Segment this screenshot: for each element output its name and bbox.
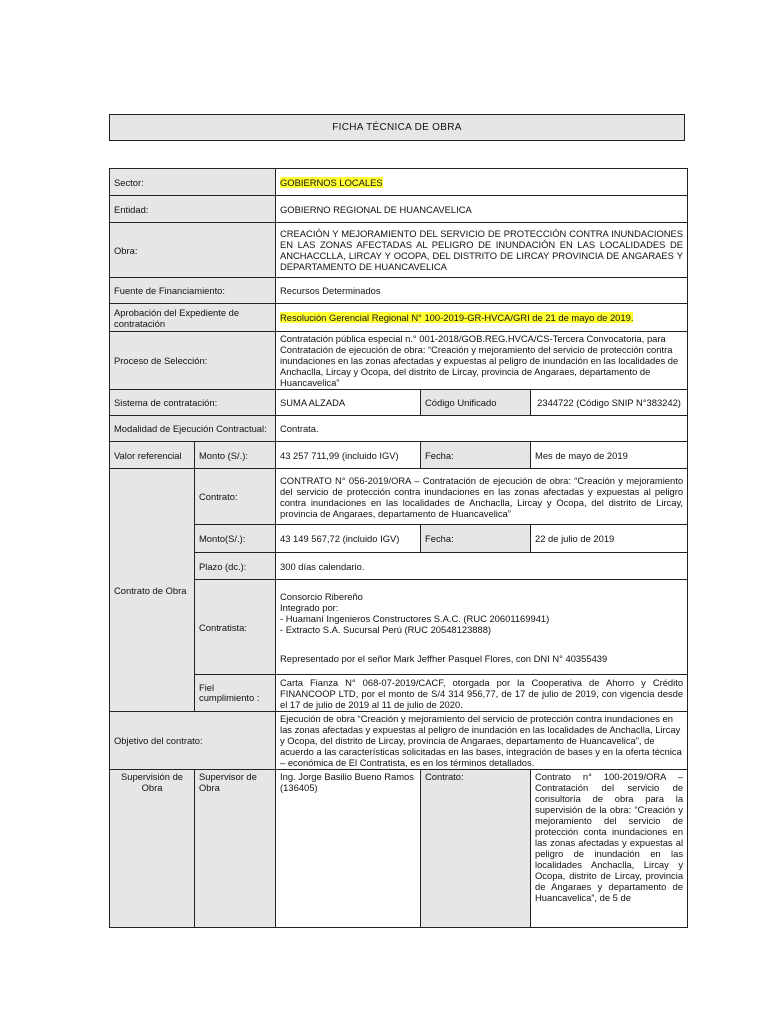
- sector-label: Sector:: [110, 169, 276, 196]
- entidad-label: Entidad:: [110, 196, 276, 223]
- contrato-label: Contrato:: [195, 469, 276, 525]
- fiel-label: Fiel cumplimiento :: [195, 675, 276, 712]
- plazo-value: 300 días calendario.: [276, 553, 688, 580]
- proceso-label: Proceso de Selección:: [110, 332, 276, 390]
- row-contratista: [110, 580, 688, 675]
- supervisor-value: Ing. Jorge Basilio Bueno Ramos (136405): [276, 770, 421, 928]
- contrato-fecha-label: Fecha:: [421, 525, 531, 553]
- valor-fecha-label: Fecha:: [421, 442, 531, 469]
- contratista-line: Consorcio Ribereño: [280, 590, 363, 602]
- supervision-label: Supervisión de Obra: [110, 770, 195, 928]
- row-sector: [110, 169, 688, 196]
- row-fiel-cumplimiento: [110, 675, 688, 712]
- contrato-monto-value: 43 149 567,72 (incluido IGV): [276, 525, 421, 553]
- contrato-monto-label: Monto(S/.):: [195, 525, 276, 553]
- row-aprobacion: [110, 304, 688, 332]
- valor-label: Valor referencial: [110, 442, 195, 469]
- sector-value: GOBIERNOS LOCALES: [280, 176, 383, 188]
- row-contrato: [110, 469, 688, 525]
- modalidad-value: Contrata.: [276, 416, 688, 442]
- proceso-value: Contratación pública especial n.° 001-2018/GOB.REG.HVCA/CS-Tercera Convocatoria, para Contratación de ejecución de obra: “Creación y mejoramiento del servicio de protección contra inundaciones en las zonas afectadas y expuestas al peligro de inundación en las localidades de Anchaclla, Lircay y Ocopa, del distrito de Lircay, provincia de Angaraes, departamento de Huancavelica”: [276, 332, 688, 390]
- supervision-contrato-value: Contrato n° 100-2019/ORA – Contratación del servicio de consultoría de obra para la supervisión de la obra: “Creación y mejoramiento del servicio de protección conta inundaciones en las zonas afectadas y expuestas al peligro de inundación en las localidades Anchaclla, Lircay y Ocopa, distrito de Lircay, provincia de Angaraes y departamento de Huancavelica”, de 5 de: [531, 770, 688, 928]
- valor-monto-value: 43 257 711,99 (incluido IGV): [276, 442, 421, 469]
- sistema-value: SUMA ALZADA: [276, 390, 421, 416]
- aprobacion-value-cell: [276, 304, 688, 332]
- contratista-line: - Extracto S.A. Sucursal Perú (RUC 20548123888): [280, 623, 492, 635]
- contrato-fecha-value: 22 de julio de 2019: [531, 525, 688, 553]
- fiel-value: Carta Fianza N° 068-07-2019/CACF, otorgada por la Cooperativa de Ahorro y Crédito FINANCOOP LTD, por el monto de S/4 314 956,77, de 17 de julio de 2019, con vigencia desde el 17 de julio de 2019 al 11 de julio de 2020.: [276, 675, 688, 712]
- valor-fecha-value: Mes de mayo de 2019: [531, 442, 688, 469]
- entidad-value: GOBIERNO REGIONAL DE HUANCAVELICA: [276, 196, 688, 223]
- obra-label: Obra:: [110, 223, 276, 278]
- aprobacion-label: Aprobación del Expediente de contratación: [110, 304, 276, 332]
- document-title: FICHA TÉCNICA DE OBRA: [109, 114, 685, 141]
- row-contrato-monto: [110, 525, 688, 553]
- supervisor-label: Supervisor de Obra: [195, 770, 276, 928]
- codigo-label: Código Unificado: [421, 390, 531, 416]
- fuente-value: Recursos Determinados: [276, 278, 688, 304]
- row-obra: [110, 223, 688, 278]
- row-fuente: [110, 278, 688, 304]
- contratista-line: - Huamaní Ingenieros Constructores S.A.C. (RUC 20601169941): [280, 612, 550, 624]
- objetivo-value: Ejecución de obra “Creación y mejoramiento del servicio de protección contra inundaciones en las zonas afectadas y expuestas al peligro de inundación en las localidades de Anchaclla, Lircay y Ocopa, del distrito de Lircay, provincia de Angaraes, departamento de Huancavelica”, de acuerdo a las características solicitadas en las bases, integración de bases y en la oferta técnica – económica de El Contratista, es en los términos detallados.: [276, 712, 688, 770]
- row-sistema: [110, 390, 688, 416]
- row-entidad: [110, 196, 688, 223]
- plazo-label: Plazo (dc.):: [195, 553, 276, 580]
- contrato-value: CONTRATO N° 056-2019/ORA – Contratación de ejecución de obra: “Creación y mejoramiento del servicio de protección contra inundaciones en las zonas afectadas y expuestas al peligro contra inundaciones en las localidades de Anchaclla, Lircay y Ocopa, del distrito de Lircay, provincia de Angaraes, departamento de Huancavelica”: [276, 469, 688, 525]
- row-objetivo: [110, 712, 688, 770]
- contrato-obra-label: Contrato de Obra: [110, 469, 195, 712]
- contratista-value: [276, 580, 688, 675]
- objetivo-label: Objetivo del contrato:: [110, 712, 276, 770]
- row-supervision: [110, 770, 688, 928]
- row-plazo: [110, 553, 688, 580]
- modalidad-label: Modalidad de Ejecución Contractual:: [110, 416, 276, 442]
- row-modalidad: [110, 416, 688, 442]
- fuente-label: Fuente de Financiamiento:: [110, 278, 276, 304]
- codigo-value: 2344722 (Código SNIP N°383242): [531, 390, 688, 416]
- contratista-representado: Representado por el señor Mark Jeffher Pasquel Flores, con DNI N° 40355439: [280, 652, 608, 664]
- row-proceso: [110, 332, 688, 390]
- contratista-line: Integrado por:: [280, 601, 339, 613]
- sector-value-cell: [276, 169, 688, 196]
- aprobacion-value: Resolución Gerencial Regional N° 100-2019-GR-HVCA/GRI de 21 de mayo de 2019.: [280, 312, 634, 323]
- row-valor-referencial: [110, 442, 688, 469]
- ficha-tecnica-table: [109, 168, 688, 928]
- valor-monto-label: Monto (S/.):: [195, 442, 276, 469]
- contratista-label: Contratista:: [195, 580, 276, 675]
- obra-value: CREACIÓN Y MEJORAMIENTO DEL SERVICIO DE PROTECCIÓN CONTRA INUNDACIONES EN LAS ZONAS AFECTADAS AL PELIGRO DE INUNDACIÓN EN LAS LOCALIDADES DE ANCHACCLLA, LIRCAY Y OCOPA, DEL DISTRITO DE LIRCAY PROVINCIA DE ANGARAES Y DEPARTAMENTO DE HUANCAVELICA: [276, 223, 688, 278]
- sistema-label: Sistema de contratación:: [110, 390, 276, 416]
- supervision-contrato-label: Contrato:: [421, 770, 531, 928]
